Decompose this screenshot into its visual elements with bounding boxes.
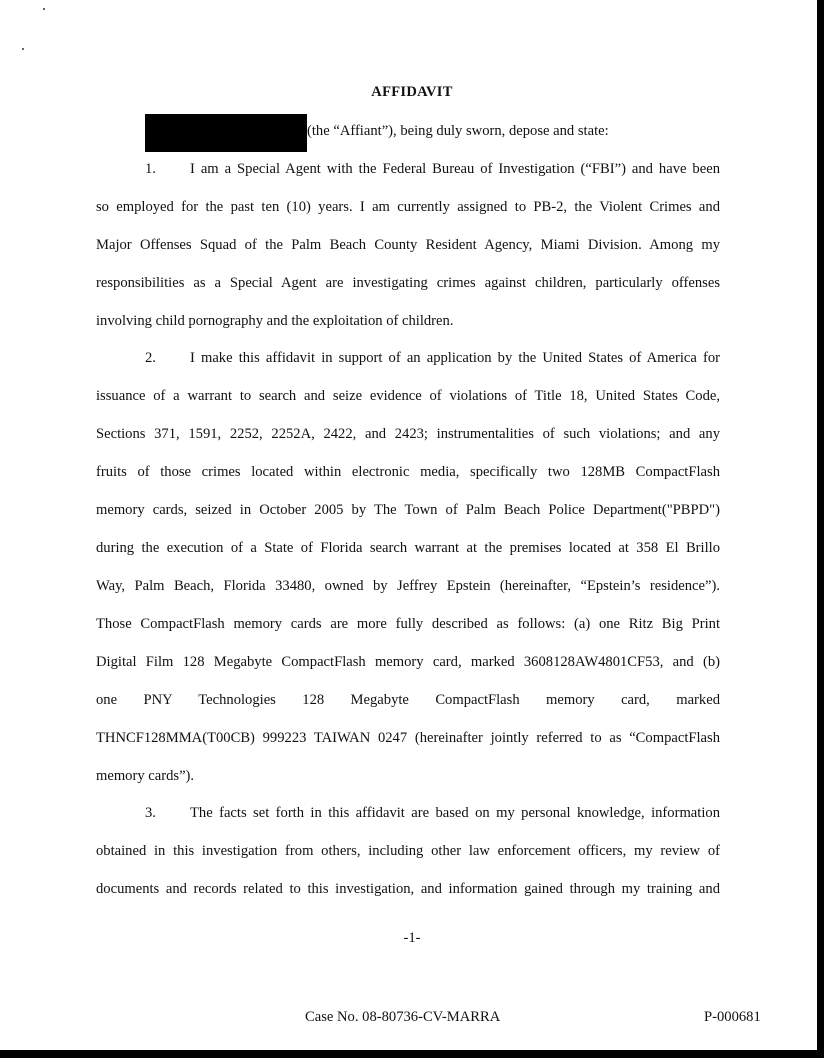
document-title: AFFIDAVIT [371,84,453,100]
paragraph-1-line-2: so employed for the past ten (10) years. I am currently assigned to PB-2, the Violent Crimes and [96,199,720,215]
paragraph-2-line-1: I make this affidavit in support of an application by the United States of America for [190,350,720,366]
paragraph-2-line-2: issuance of a warrant to search and seize evidence of violations of Title 18, United States Code, [96,388,720,404]
paragraph-3-line-3: documents and records related to this investigation, and information gained through my training and [96,881,720,897]
footer-bates-number: P-000681 [704,1009,761,1025]
paragraph-2-line-4: fruits of those crimes located within electronic media, specifically two 128MB CompactFlash [96,464,720,480]
paragraph-2-line-7: Way, Palm Beach, Florida 33480, owned by Jeffrey Epstein (hereinafter, “Epstein’s residence”). [96,578,720,594]
paragraph-1-line-1: I am a Special Agent with the Federal Bureau of Investigation (“FBI”) and have been [190,161,720,177]
scan-edge-bottom [0,1050,824,1058]
scan-edge-right [817,0,824,1058]
paragraph-2-line-10: one PNY Technologies 128 Megabyte CompactFlash memory card, marked [96,692,720,708]
paragraph-1-line-3: Major Offenses Squad of the Palm Beach County Resident Agency, Miami Division. Among my [96,237,720,253]
paragraph-2-line-12: memory cards”). [96,768,195,784]
scan-speck [22,48,24,50]
paragraph-2-line-8: Those CompactFlash memory cards are more fully described as follows: (a) one Ritz Big Print [96,616,720,632]
paragraph-2-line-9: Digital Film 128 Megabyte CompactFlash memory card, marked 3608128AW4801CF53, and (b) [96,654,720,670]
paragraph-3-number: 3. [145,805,156,821]
paragraph-2-line-5: memory cards, seized in October 2005 by The Town of Palm Beach Police Department("PBPD") [96,502,720,518]
page-number: -1- [403,930,421,946]
footer-case-number: Case No. 08-80736-CV-MARRA [305,1009,501,1025]
paragraph-3-line-2: obtained in this investigation from others, including other law enforcement officers, my review of [96,843,720,859]
paragraph-1-number: 1. [145,161,156,177]
redaction-block [145,114,307,152]
paragraph-1-line-5: involving child pornography and the exploitation of children. [96,313,454,329]
paragraph-2-line-3: Sections 371, 1591, 2252, 2252A, 2422, and 2423; instrumentalities of such violations; and any [96,426,720,442]
paragraph-1-line-4: responsibilities as a Special Agent are investigating crimes against children, particularly offenses [96,275,720,291]
paragraph-2-number: 2. [145,350,156,366]
scan-speck [43,8,45,10]
paragraph-2-line-6: during the execution of a State of Florida search warrant at the premises located at 358 El Brillo [96,540,720,556]
paragraph-2-line-11: THNCF128MMA(T00CB) 999223 TAIWAN 0247 (hereinafter jointly referred to as “CompactFlash [96,730,720,746]
intro-line: (the “Affiant”), being duly sworn, depose and state: [307,123,609,139]
paragraph-3-line-1: The facts set forth in this affidavit are based on my personal knowledge, information [190,805,720,821]
